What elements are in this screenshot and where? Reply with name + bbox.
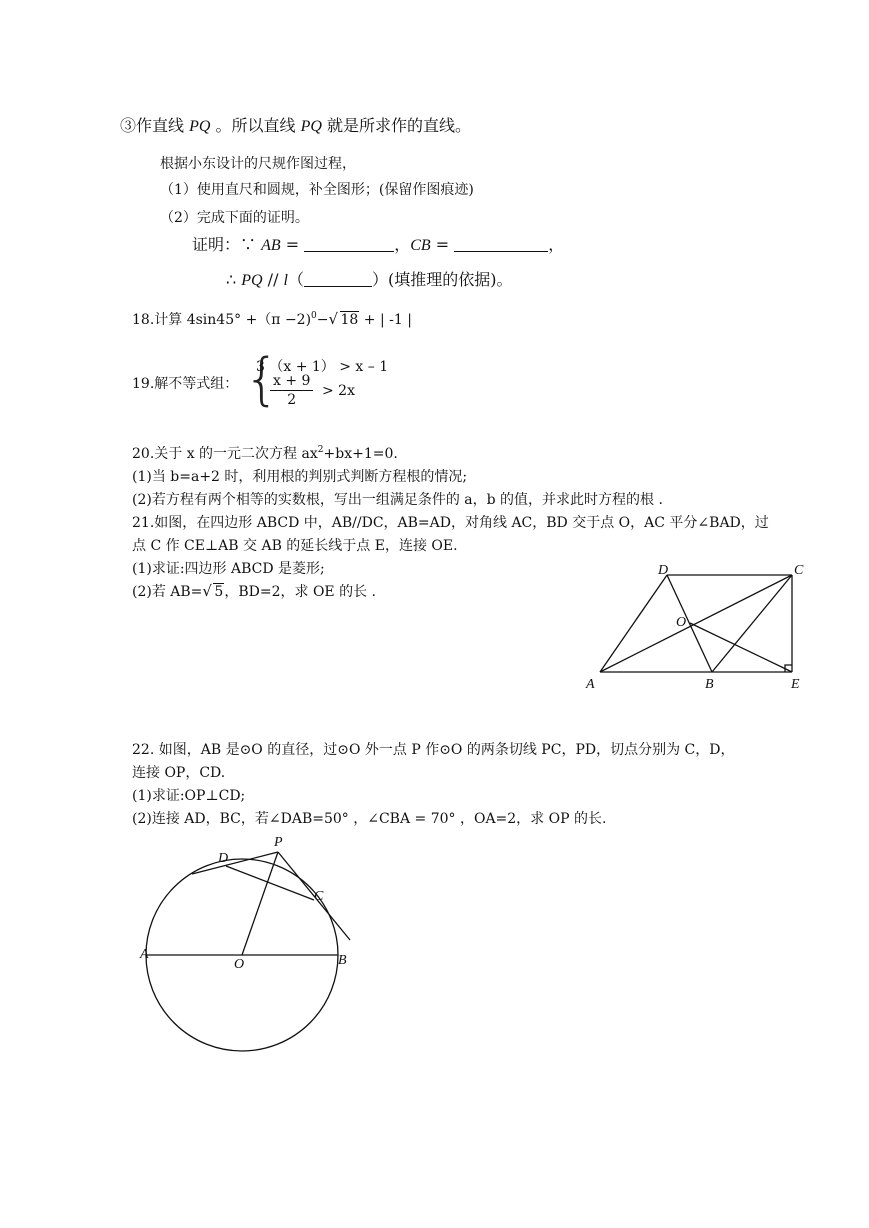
task-2: （2）完成下面的证明。 [160, 210, 309, 226]
label-c: C [314, 889, 324, 904]
question-21-part-2: (2)若 AB= √ 5，BD=2，求 OE 的长 . [132, 582, 376, 600]
question-18: 18.计算 4sin45° +（π −2)$^0$− √ 18 + | -1 | [132, 310, 412, 328]
label-b: B [705, 677, 714, 692]
question-22-line-1: 22. 如图，AB 是⊙O 的直径，过⊙O 外一点 P 作⊙O 的两条切线 PC，PD，切点分别为 C，D， [132, 742, 735, 758]
question-21-line-2: 点 C 作 CE⊥AB 交 AB 的延长线于点 E，连接 OE. [132, 538, 458, 554]
circle-tangent-figure [130, 830, 370, 1050]
pq-symbol: PQ [300, 118, 322, 135]
question-22-part-1: (1)求证:OP⊥CD; [132, 788, 246, 804]
question-22-part-2: (2)连接 AD，BC，若∠DAB=50° ，∠CBA = 70° ，OA=2，求 OP 的长. [132, 811, 607, 827]
label-c: C [794, 563, 804, 578]
sqrt-5: √ 5 [202, 582, 224, 600]
tangent-pd [192, 852, 278, 874]
system-brace: { [244, 347, 280, 412]
label-a: A [140, 947, 149, 962]
question-21-part-1: (1)求证:四边形 ABCD 是菱形; [132, 561, 325, 577]
task-1: （1）使用直尺和圆规，补全图形；(保留作图痕迹) [160, 182, 474, 198]
inequality-2-fraction: $\frac{x + 9}{2}$ [270, 373, 313, 408]
label-p: P [274, 835, 283, 850]
question-19-label: 19.解不等式组： [132, 376, 239, 392]
inequality-2-rhs: > 2x [322, 383, 355, 399]
proof-line-2: ∴ PQ // l（ ）(填推理的依据)。 [226, 270, 513, 289]
label-d: D [218, 851, 229, 866]
inequality-1: 3 （x + 1） > x – 1 [256, 359, 389, 375]
label-o: O [676, 615, 687, 630]
answer-blank-ab[interactable] [304, 237, 394, 252]
segment-ad [600, 575, 667, 672]
answer-blank-reason[interactable] [304, 272, 372, 287]
question-20-part-2: (2)若方程有两个相等的实数根，写出一组满足条件的 a，b 的值，并求此时方程的根 . [132, 492, 663, 508]
question-20-title: 20.关于 x 的一元二次方程 $ax^2+bx+1=0$. [132, 445, 398, 462]
label-a: A [586, 677, 595, 692]
step3-line: ③作直线 PQ 。所以直线 PQ 就是所求作的直线。 [120, 116, 472, 135]
diagonal-bd [667, 575, 712, 672]
answer-blank-cb[interactable] [454, 237, 548, 252]
pq-symbol: PQ [189, 118, 211, 135]
sqrt-18: √ 18 [328, 310, 359, 328]
question-21-line-1: 21.如图，在四边形 ABCD 中，AB//DC，AB=AD，对角线 AC，BD 交于点 O，AC 平分∠BAD，过 [132, 515, 769, 531]
label-o: O [234, 957, 245, 972]
chord-dc [226, 866, 314, 900]
segment-oe [690, 623, 792, 672]
segment-bc [712, 575, 792, 672]
rhombus-figure [580, 560, 810, 695]
question-20-part-1: (1)当 b=a+2 时，利用根的判别式判断方程根的情况; [132, 469, 468, 485]
label-e: E [791, 677, 800, 692]
question-22-line-2: 连接 OP，CD. [132, 765, 226, 781]
segment-op [242, 852, 278, 955]
intro-line: 根据小东设计的尺规作图过程， [160, 156, 356, 172]
proof-line-1: 证明：∵ AB = ，CB = ， [192, 235, 565, 254]
label-b: B [338, 953, 347, 968]
label-d: D [658, 563, 669, 578]
